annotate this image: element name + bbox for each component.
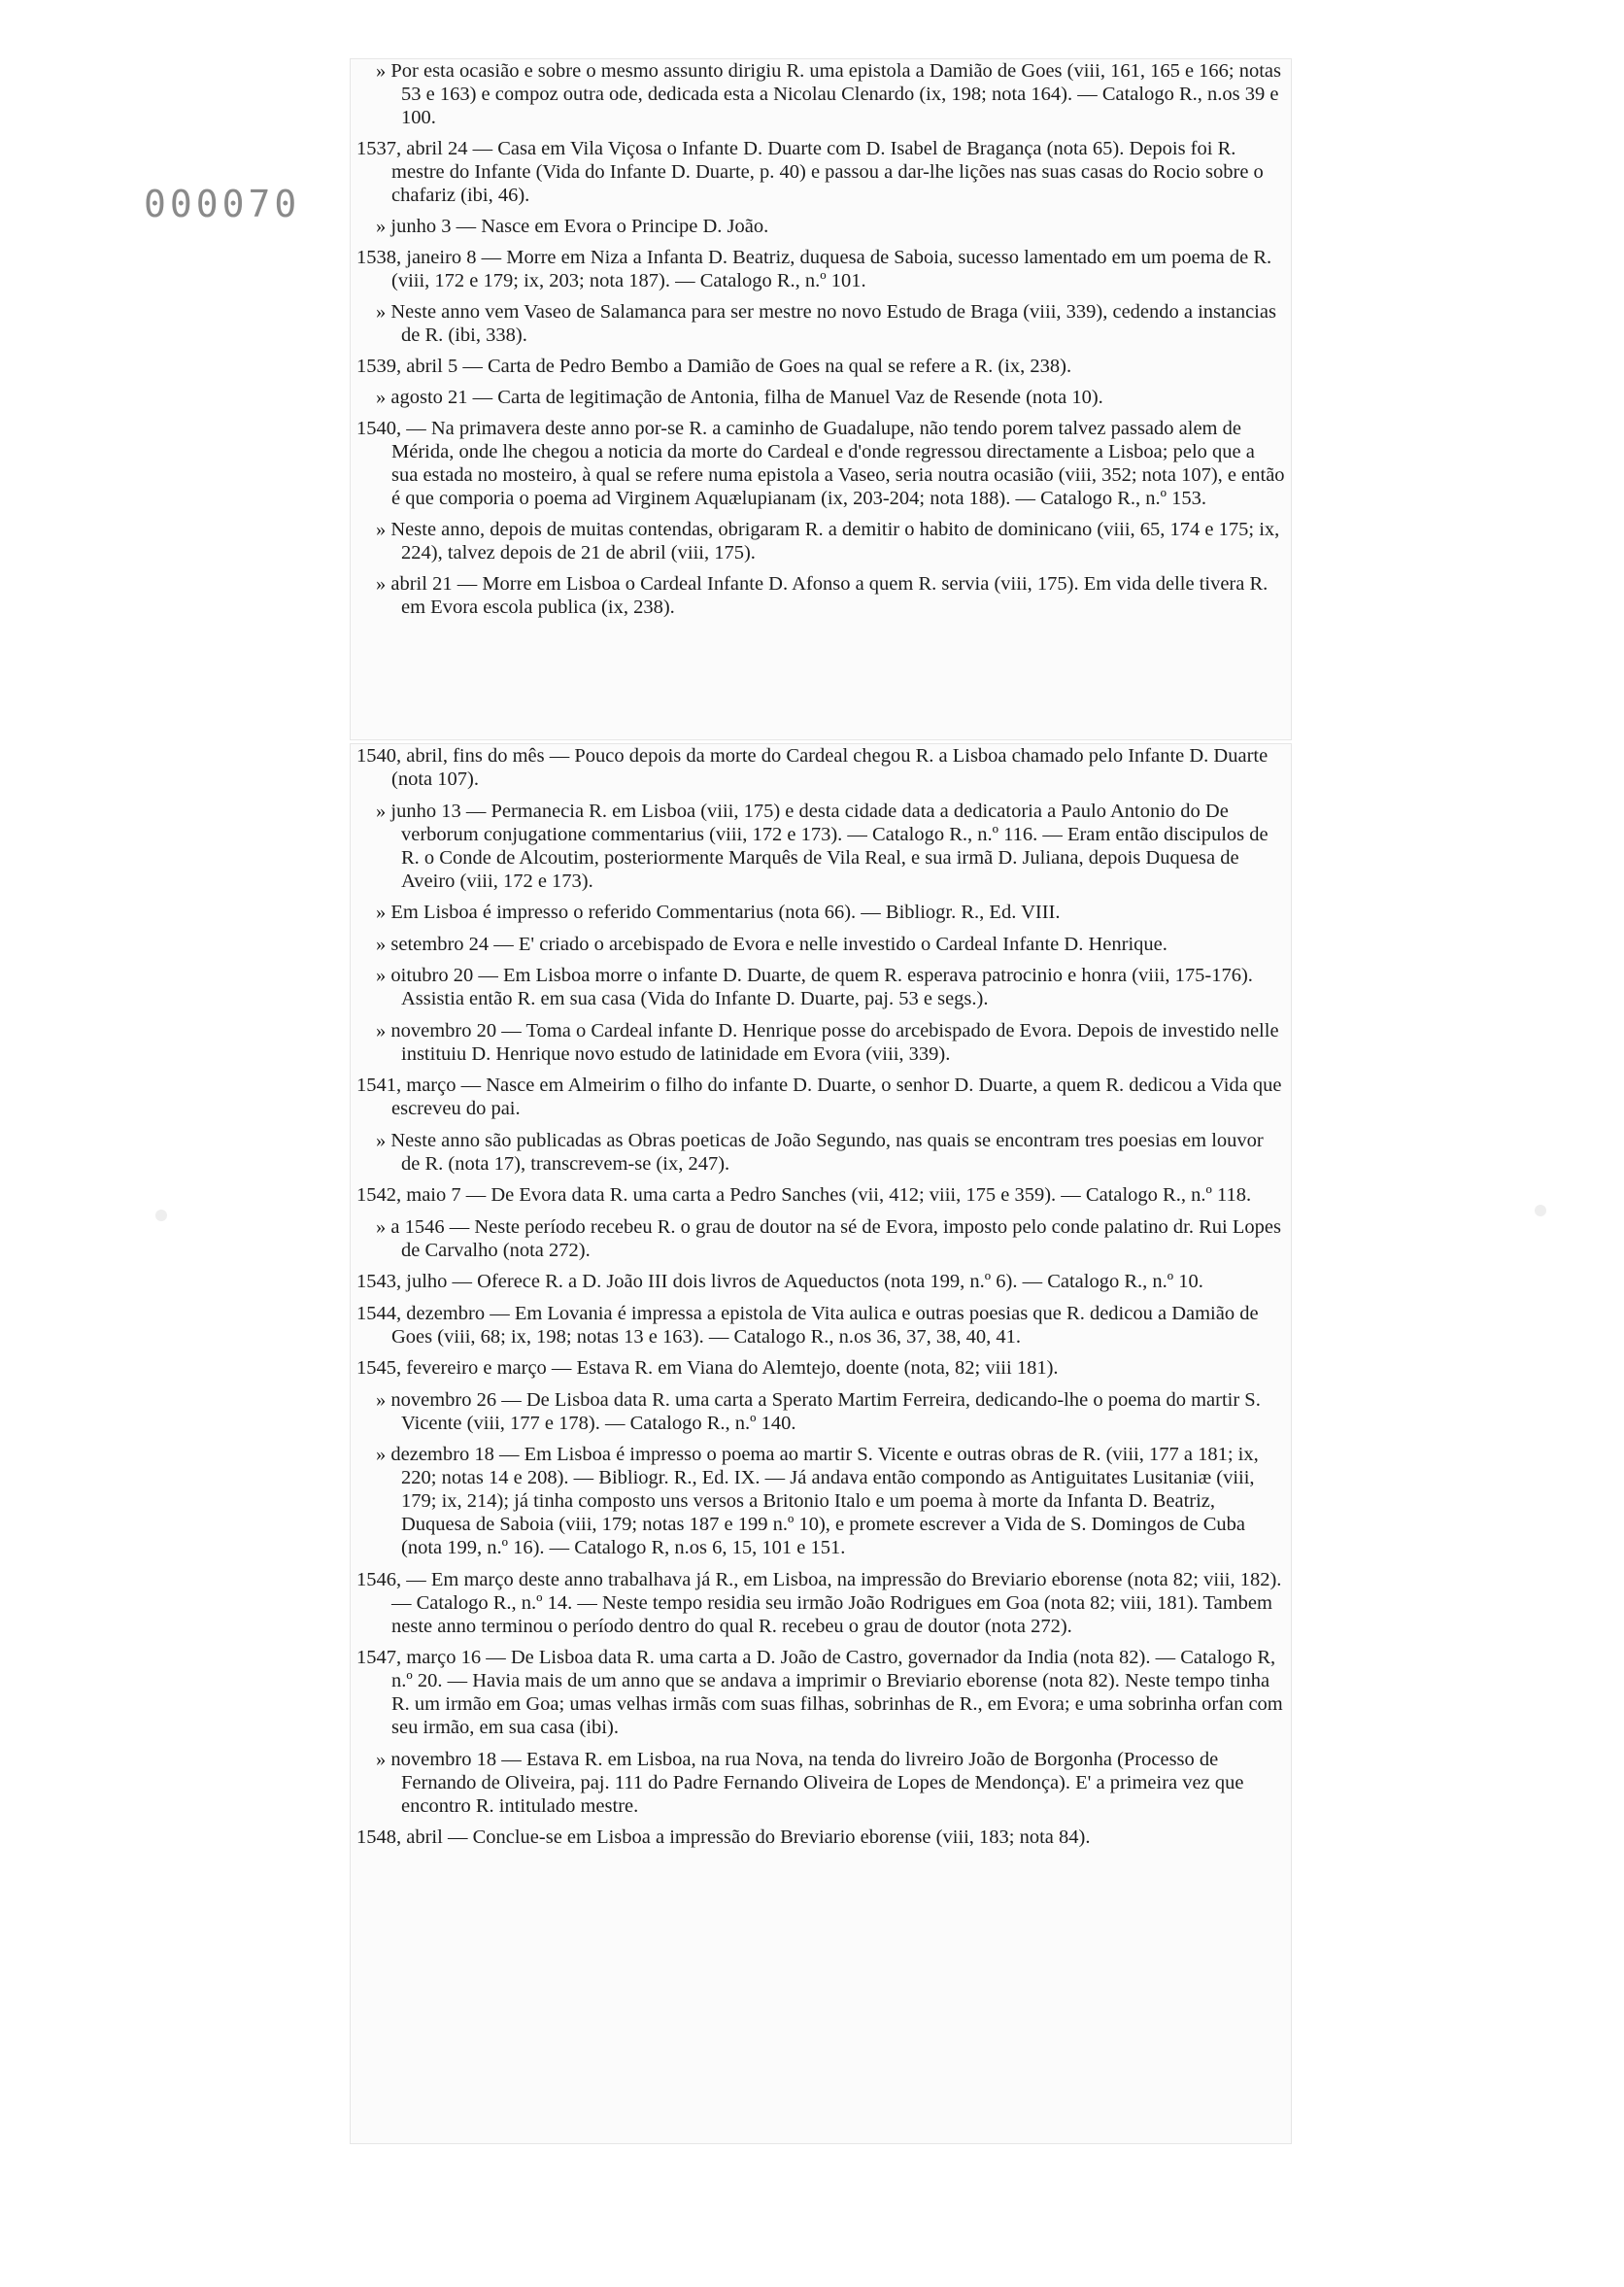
chronology-entry [356,964,1285,1010]
entry-text: 1537, abril 24 — Casa em Vila Viçosa o Infante D. Duarte com D. Isabel de Bragança (nota 65). Depois foi R. mestre do Infante (Vida do Infante D. Duarte, p. 40) e passou a dar-lhe lições nas suas casas do Rocio sobre o chafariz (ibi, 46). [356,138,1264,206]
entry-text: » junho 3 — Nasce em Evora o Principe D. João. [376,216,769,237]
chronology-entry [356,800,1285,893]
entry-text: 1547, março 16 — De Lisboa data R. uma carta a D. João de Castro, governador da India (nota 82). — Catalogo R, n.º 20. — Havia mais de um anno que se andava a imprimir o Breviario eborense (nota 82). Neste tempo tinha R. um irmão em Goa; umas velhas irmãs com suas filhas, sobrinhas de R., em Evora; e uma sobrinha orfan com seu irmão, em sua casa (ibi). [356,1647,1283,1738]
chronology-entry [356,1019,1285,1066]
chronology-entry [356,1356,1285,1380]
chronology-entry [356,933,1285,956]
chronology-entry [356,1074,1285,1120]
chronology-entry [356,1388,1285,1435]
entry-text: » abril 21 — Morre em Lisboa o Cardeal Infante D. Afonso a quem R. servia (viii, 175). Em vida delle tivera R. em Evora escola publica (ix, 238). [376,573,1269,618]
punch-hole-mark [1535,1205,1546,1216]
entry-text: 1538, janeiro 8 — Morre em Niza a Infanta D. Beatriz, duquesa de Saboia, sucesso lamentado em um poema de R. (viii, 172 e 179; ix, 203; nota 187). — Catalogo R., n.º 101. [356,247,1272,291]
chronology-entry [356,355,1285,378]
entry-text: » novembro 20 — Toma o Cardeal infante D. Henrique posse do arcebispado de Evora. Depois de investido nelle instituiu D. Henrique novo estudo de latinidade em Evora (viii, 339). [376,1019,1279,1065]
entry-text: » oitubro 20 — Em Lisboa morre o infante D. Duarte, de quem R. esperava patrocinio e honra (viii, 175-176). Assistia então R. em sua casa (Vida do Infante D. Duarte, paj. 53 e segs.). [376,965,1253,1009]
chronology-entry [356,59,1285,129]
entry-text: » novembro 18 — Estava R. em Lisboa, na rua Nova, na tenda do livreiro João de Borgonha (Processo de Fernando de Oliveira, paj. 111 do Padre Fernando Oliveira de Lopes de Mendonça). E' a primeira vez que encontro R. intitulado mestre. [376,1748,1244,1817]
chronology-entry [356,386,1285,409]
entry-text: 1541, março — Nasce em Almeirim o filho do infante D. Duarte, o senhor D. Duarte, a quem R. dedicou a Vida que escreveu do pai. [356,1075,1282,1119]
chronology-entry [356,246,1285,292]
chronology-entry [356,1826,1285,1849]
entry-text: » a 1546 — Neste período recebeu R. o grau de doutor na sé de Evora, imposto pelo conde palatino dr. Rui Lopes de Carvalho (nota 272). [376,1215,1281,1261]
chronology-entry [356,417,1285,510]
entry-list [351,59,1291,619]
entry-text: 1540, abril, fins do mês — Pouco depois da morte do Cardeal chegou R. a Lisboa chamado pelo Infante D. Duarte (nota 107). [356,745,1269,790]
page-number-stamp: 000070 [144,183,301,225]
chronology-entry [356,518,1285,564]
chronology-entry [356,572,1285,619]
entry-text: » setembro 24 — E' criado o arcebispado de Evora e nelle investido o Cardeal Infante D. Henrique. [376,933,1167,955]
chronology-entry [356,1646,1285,1739]
chronology-entry [356,137,1285,207]
entry-text: » dezembro 18 — Em Lisboa é impresso o poema ao martir S. Vicente e outras obras de R. (viii, 177 a 181; ix, 220; notas 14 e 208). — Bibliogr. R., Ed. IX. — Já andava então compondo as Antiguitates Lusitaniæ (viii, 179; ix, 214); já tinha composto uns versos a Britonio Italo e um poema à morte da Infanta D. Beatriz, Duquesa de Saboia (viii, 179; notas 187 e 199 n.º 10), e promete escrever a Vida de S. Domingos de Cuba (nota 199, n.º 16). — Catalogo R, n.os 6, 15, 101 e 151. [376,1444,1259,1558]
chronology-entry [356,1443,1285,1559]
entry-text: 1544, dezembro — Em Lovania é impressa a epistola de Vita aulica e outras poesias que R. dedicou a Damião de Goes (viii, 68; ix, 198; notas 13 e 163). — Catalogo R., n.os 36, 37, 38, 40, 41. [356,1302,1259,1348]
entry-list [351,744,1291,1849]
chronology-entry [356,1215,1285,1262]
entry-text: » Neste anno são publicadas as Obras poeticas de João Segundo, nas quais se encontram tres poesias em louvor de R. (nota 17), transcrevem-se (ix, 247). [376,1129,1264,1175]
chronology-entry [356,1568,1285,1638]
chronology-entry [356,744,1285,791]
entry-text: 1545, fevereiro e março — Estava R. em Viana do Alemtejo, doente (nota, 82; viii 181). [356,1357,1059,1379]
entry-text: 1542, maio 7 — De Evora data R. uma carta a Pedro Sanches (vii, 412; viii, 175 e 359). — Catalogo R., n.º 118. [356,1184,1252,1206]
entry-text: 1548, abril — Conclue-se em Lisboa a impressão do Breviario eborense (viii, 183; nota 84). [356,1826,1091,1848]
entry-text: » agosto 21 — Carta de legitimação de Antonia, filha de Manuel Vaz de Resende (nota 10). [376,387,1103,408]
entry-text: 1546, — Em março deste anno trabalhava já R., em Lisboa, na impressão do Breviario eborense (nota 82; viii, 182). — Catalogo R., n.º 14. — Neste tempo residia seu irmão João Rodrigues em Goa (nota 82; viii, 181). Tambem neste anno terminou o período dentro do qual R. recebeu o grau de doutor (nota 272). [356,1568,1282,1637]
entry-text: » Em Lisboa é impresso o referido Commentarius (nota 66). — Bibliogr. R., Ed. VIII. [376,902,1061,923]
chronology-entry [356,1183,1285,1207]
chronology-entry [356,215,1285,238]
entry-text: » junho 13 — Permanecia R. em Lisboa (viii, 175) e desta cidade data a dedicatoria a Paulo Antonio do De verborum conjugatione commentarius (viii, 172 e 173). — Catalogo R., n.º 116. — Eram então discipulos de R. o Conde de Alcoutim, posteriormente Marquês de Vila Real, e sua irmã D. Juliana, depois Duquesa de Aveiro (viii, 172 e 173). [376,800,1269,892]
entry-text: » Neste anno vem Vaseo de Salamanca para ser mestre no novo Estudo de Braga (viii, 339), cedendo a instancias de R. (ibi, 338). [376,301,1276,346]
punch-hole-mark [155,1210,167,1221]
entry-text: » Neste anno, depois de muitas contendas, obrigaram R. a demitir o habito de dominicano (viii, 65, 174 e 175; ix, 224), talvez depois de 21 de abril (viii, 175). [376,519,1280,563]
entry-text: » Por esta ocasião e sobre o mesmo assunto dirigiu R. uma epistola a Damião de Goes (viii, 161, 165 e 166; notas 53 e 163) e compoz outra ode, dedicada esta a Nicolau Clenardo (ix, 198; nota 164). — Catalogo R., n.os 39 e 100. [376,60,1282,128]
clipping-upper [350,58,1292,740]
entry-text: » novembro 26 — De Lisboa data R. uma carta a Sperato Martim Ferreira, dedicando-lhe o poema do martir S. Vicente (viii, 177 e 178). — Catalogo R., n.º 140. [376,1388,1261,1434]
entry-text: 1540, — Na primavera deste anno por-se R. a caminho de Guadalupe, não tendo porem talvez passado alem de Mérida, onde lhe chegou a noticia da morte do Cardeal e d'onde regressou directamente a Lisboa; pelo que a sua estada no mosteiro, à qual se refere numa epistola a Vaseo, seria noutra ocasião (viii, 352; nota 107), e então é que comporia o poema ad Virginem Aquælupianam (ix, 203-204; nota 188). — Catalogo R., n.º 153. [356,418,1285,509]
chronology-entry [356,1302,1285,1348]
chronology-entry [356,300,1285,347]
chronology-entry [356,901,1285,924]
chronology-entry [356,1270,1285,1293]
clipping-lower [350,743,1292,2144]
chronology-entry [356,1748,1285,1818]
entry-text: 1543, julho — Oferece R. a D. João III dois livros de Aqueductos (nota 199, n.º 6). — Catalogo R., n.º 10. [356,1271,1203,1292]
entry-text: 1539, abril 5 — Carta de Pedro Bembo a Damião de Goes na qual se refere a R. (ix, 238). [356,356,1072,377]
chronology-entry [356,1129,1285,1176]
